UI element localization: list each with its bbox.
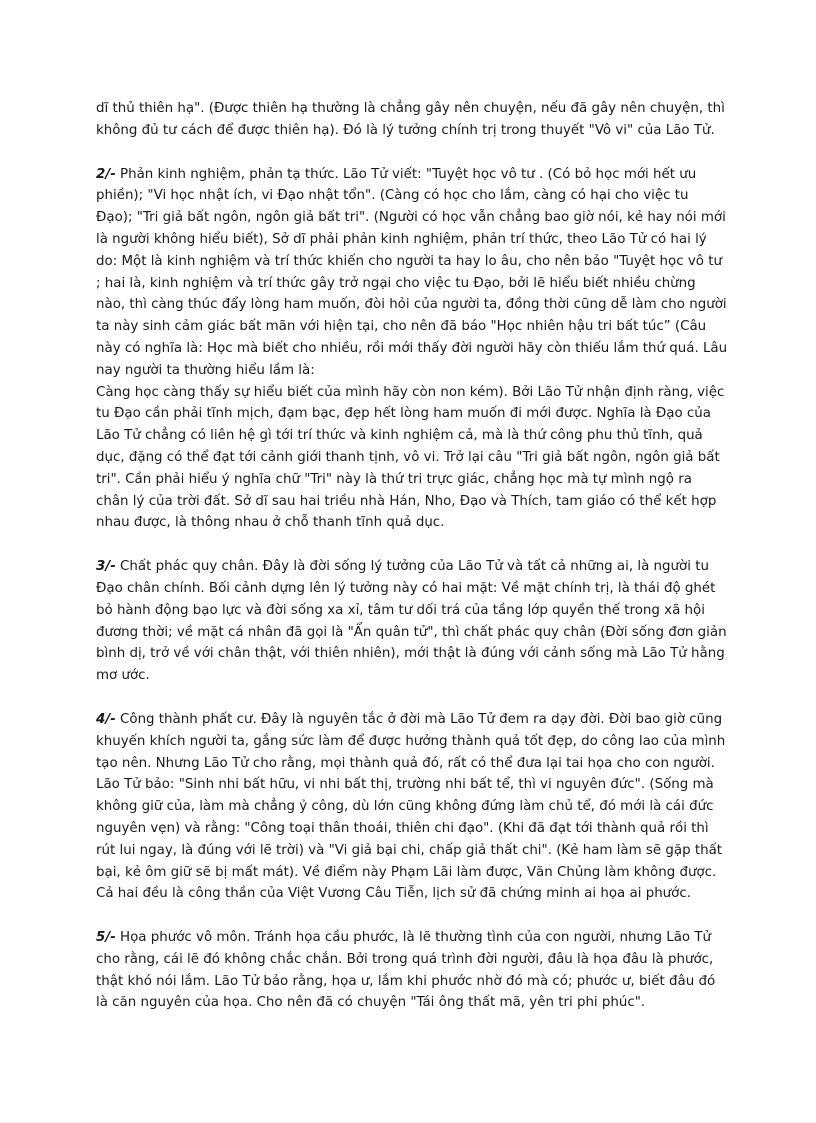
section-number: 2/- <box>96 166 116 182</box>
section-2-paragraph-1 <box>96 164 728 382</box>
section-2 <box>96 164 728 535</box>
section-3-paragraph <box>96 556 728 687</box>
section-number: 3/- <box>96 559 116 575</box>
section-5-paragraph <box>96 927 728 1014</box>
section-4 <box>96 709 728 905</box>
section-text: Chất phác quy chân. Đây là đời sống lý tưởng của Lão Tử và tất cả những ai, là người tu Đạo chân chính. Bối cảnh dựng lên lý tưởng này có hai mặt: Về mặt chính trị, là thái độ ghét bỏ hành động bạo lực và đời sống xa xỉ, tâm tư dối trá của tầng lớp quyền thế trong xã hội đương thời; về mặt cá nhân đã gọi là "Ẩn quân tử", thì chất phác quy chân (Đời sống đơn giản bình dị, trở về với chân thật, với thiên nhiên), mới thật là đúng với cảnh sống mà Lão Tử hằng mơ ước. <box>96 559 727 684</box>
section-3 <box>96 556 728 687</box>
section-text: Công thành phất cư. Đây là nguyên tắc ở đời mà Lão Tử đem ra dạy đời. Đời bao giờ cũng khuyến khích người ta, gắng sức làm để được hưởng thành quả tốt đẹp, do công lao của mình tạo nên. Nhưng Lão Tử cho rằng, mọi thành quả đó, rất có thể đưa lại tai họa cho con người. Lão Tử bảo: "Sinh nhi bất hữu, vi nhi bất thị, trường nhi bất tể, thì vi nguyên đức". (Sống mà không giữ của, làm mà chẳng ỷ công, dù lớn cũng không đứng làm chủ tể, đó mới là cái đức nguyên vẹn) và rằng: "Công toại thân thoái, thiên chi đạo". (Khi đã đạt tới thành quả rồi thì rút lui ngay, là đúng với lẽ trời) và "Vi giả bại chi, chấp giả thất chi". (Kẻ ham làm sẽ gặp thất bại, kẻ ôm giữ sẽ bị mất mát). Về điểm này Phạm Lãi làm được, Văn Chủng làm không được. Cả hai đều là công thần của Việt Vương Câu Tiễn, lịch sử đã chứng minh ai họa ai phước. <box>96 711 726 902</box>
section-5 <box>96 927 728 1014</box>
section-number: 4/- <box>96 711 116 727</box>
document-page <box>96 98 728 1014</box>
section-text: Phản kinh nghiệm, phản tạ thức. Lão Tử viết: "Tuyệt học vô tư . (Có bỏ học mới hết ưu phiền); "Vi học nhật ích, vi Đạo nhật tổn". (Càng có học cho lắm, càng có hại cho việc tu Đạo); "Tri giả bất ngôn, ngôn giả bất tri". (Người có học vẫn chẳng bao giờ nói, kẻ hay nói mới là người không hiểu biết), Sở dĩ phải phản kinh nghiệm, phản trí thức, theo Lão Tử có hai lý do: Một là kinh nghiệm và trí thức khiến cho người ta hay lo âu, cho nên bảo "Tuyệt học vô tư ; hai là, kinh nghiệm và trí thức gây trở ngại cho việc tu Đạo, bởi lẽ hiểu biết nhiều chừng nào, thì càng thúc đẩy lòng ham muốn, đòi hỏi của người ta, đồng thời cũng dễ làm cho người ta này sinh cảm giác bất mãn với hiện tại, cho nên đã báo "Học nhiên hậu tri bất túc” (Câu này có nghĩa là: Học mà biết cho nhiều, rồi mới thấy đời người hãy còn thiếu lắm thứ quá. Lâu nay người ta thường hiểu lầm là: <box>96 166 728 378</box>
section-number: 5/- <box>96 930 116 946</box>
intro-paragraph: dĩ thủ thiên hạ". (Được thiên hạ thường là chẳng gây nên chuyện, nếu đã gây nên chuyện, thì không đủ tư cách để được thiên hạ). Đó là lý tưởng chính trị trong thuyết "Vô vi" của Lão Tử. <box>96 101 725 138</box>
section-2-paragraph-2: Càng học càng thấy sự hiểu biết của mình hãy còn non kém). Bởi Lão Tử nhận định ràng, việc tu Đạo cần phải tĩnh mịch, đạm bạc, đẹp hết lòng ham muốn đi mới được. Nghĩa là Đạo của Lão Tử chẳng có liên hệ gì tới trí thức và kinh nghiệm cả, mà là thứ công phu thủ tĩnh, quả dục, đặng có thể đạt tới cảnh giới thanh tịnh, vô vi. Trở lại câu "Tri giả bất ngôn, ngôn giả bất tri". Cần phải hiểu ý nghĩa chữ "Tri" này là thứ tri trực giác, chẳng học mà tự mình ngộ ra chân lý của trời đất. Sở dĩ sau hai triều nhà Hán, Nho, Đạo và Thích, tam giáo có thể kết hợp nhau được, là thông nhau ở chỗ thanh tĩnh quả dục. <box>96 384 725 531</box>
section-text: Họa phước vô môn. Tránh họa cầu phước, là lẽ thường tình của con người, nhưng Lão Tử cho rằng, cái lẽ đó không chắc chắn. Bởi trong quá trình đời người, đâu là họa đâu là phước, thật khó nói lắm. Lão Tử bảo rằng, họa ư, lắm khi phước nhờ đó mà có; phước ư, biết đâu đó là căn nguyên của họa. Cho nên đã có chuyện "Tái ông thất mã, yên tri phi phúc". <box>96 930 716 1011</box>
section-4-paragraph <box>96 709 728 905</box>
